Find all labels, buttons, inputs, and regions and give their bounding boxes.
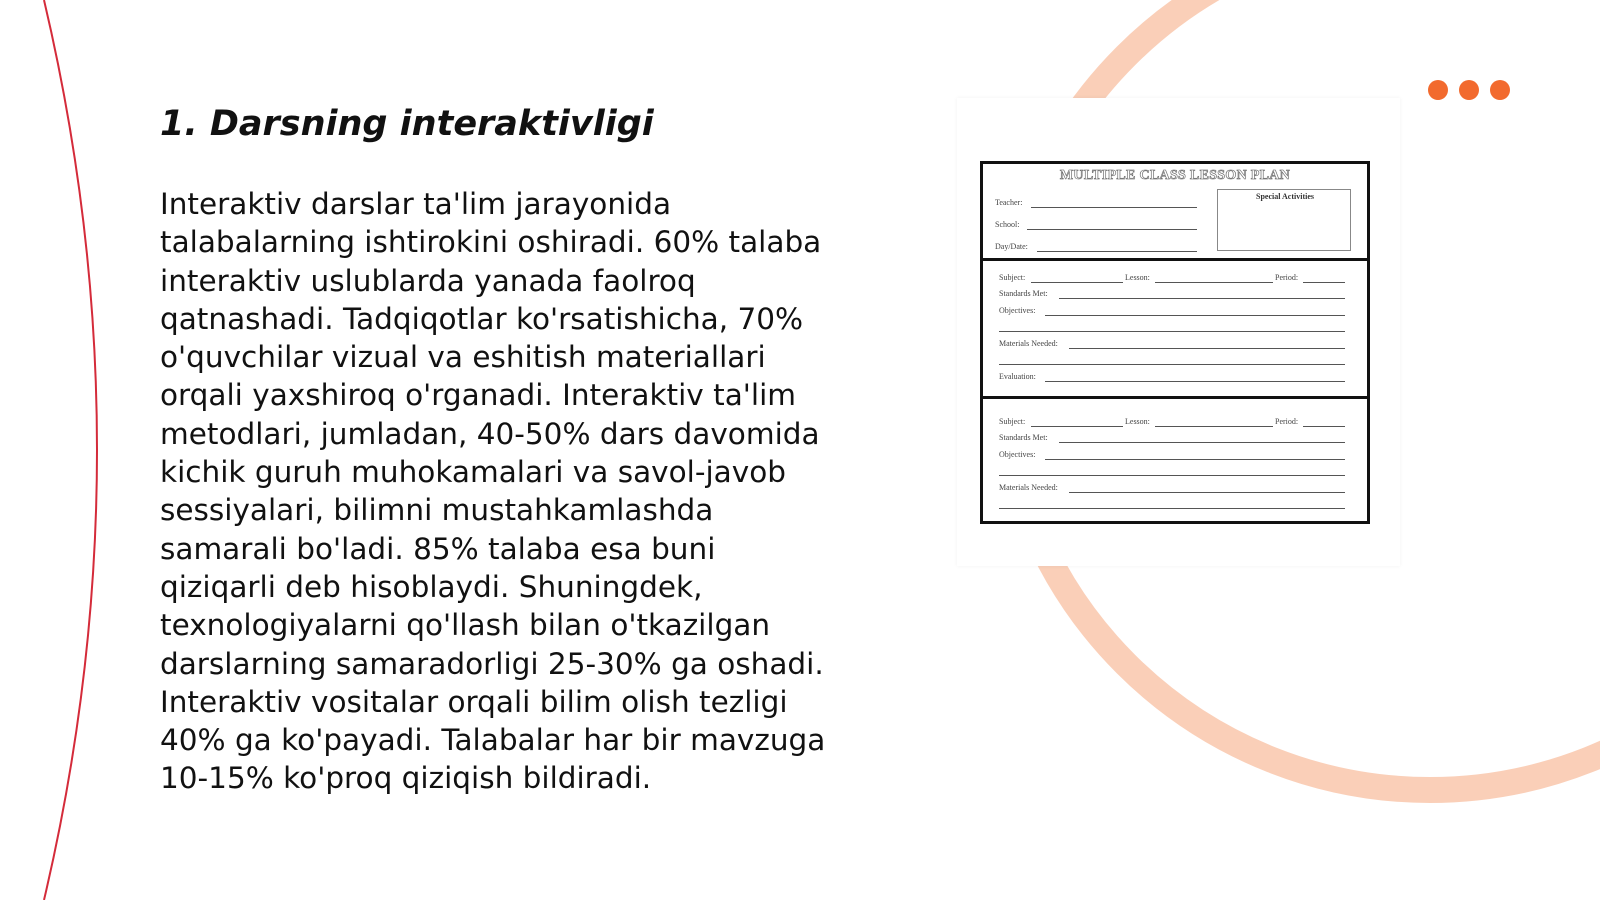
objectives-line xyxy=(1045,315,1345,316)
slide-title: 1. Darsning interaktivligi xyxy=(160,104,654,144)
materials-line-2 xyxy=(999,508,1345,509)
objectives-label: Objectives: xyxy=(999,306,1036,315)
materials-line xyxy=(1069,492,1345,493)
materials-label: Materials Needed: xyxy=(999,339,1058,348)
dot-3 xyxy=(1490,80,1510,100)
left-red-line xyxy=(44,0,97,900)
evaluation-label: Evaluation: xyxy=(999,372,1036,381)
lesson-label: Lesson: xyxy=(1125,273,1150,282)
standards-label: Standards Met: xyxy=(999,433,1048,442)
subject-line xyxy=(1031,426,1123,427)
period-label: Period: xyxy=(1275,273,1299,282)
school-label: School: xyxy=(995,220,1020,229)
date-label: Day/Date: xyxy=(995,242,1028,251)
materials-label: Materials Needed: xyxy=(999,483,1058,492)
lesson-plan-title: MULTIPLE CLASS LESSON PLAN xyxy=(1059,168,1291,183)
period-line xyxy=(1303,426,1345,427)
dot-2 xyxy=(1459,80,1479,100)
materials-line-2 xyxy=(999,364,1345,365)
lesson-plan-image xyxy=(957,98,1400,566)
special-activities-box xyxy=(1217,189,1351,251)
lesson-section-1 xyxy=(983,261,1367,399)
lesson-plan-form xyxy=(980,161,1370,524)
lesson-label: Lesson: xyxy=(1125,417,1150,426)
standards-line xyxy=(1059,442,1345,443)
date-line xyxy=(1037,251,1197,252)
subject-line xyxy=(1031,282,1123,283)
lesson-line xyxy=(1155,282,1273,283)
objectives-line xyxy=(1045,459,1345,460)
more-dots-icon xyxy=(1428,80,1510,100)
subject-label: Subject: xyxy=(999,273,1026,282)
period-line xyxy=(1303,282,1345,283)
special-activities-label: Special Activities xyxy=(1256,192,1314,201)
objectives-line-2 xyxy=(999,331,1345,332)
dot-1 xyxy=(1428,80,1448,100)
standards-line xyxy=(1059,298,1345,299)
teacher-label: Teacher: xyxy=(995,198,1023,207)
materials-line xyxy=(1069,348,1345,349)
teacher-line xyxy=(1031,207,1197,208)
slide-body-text: Interaktiv darslar ta'lim jarayonida talabalarning ishtirokini oshiradi. 60% talaba interaktiv uslublarda yanada faolroq qatnashadi. Tadqiqotlar ko'rsatishicha, 70% o'quvchilar vizual va eshitish materiallari orqali yaxshiroq o'rganadi. Interaktiv ta'lim metodlari, jumladan, 40-50% dars davomida kichik guruh muhokamalari va savol-javob sessiyalari, bilimni mustahkamlashda samarali bo'ladi. 85% talaba esa buni qiziqarli deb hisoblaydi. Shuningdek, texnologiyalarni qo'llash bilan o'tkazilgan darslarning samaradorligi 25-30% ga oshadi. Interaktiv vositalar orqali bilim olish tezligi 40% ga ko'payadi. Talabalar har bir mavzuga 10-15% ko'proq qiziqish bildiradi. xyxy=(160,187,826,796)
subject-label: Subject: xyxy=(999,417,1026,426)
school-line xyxy=(1027,229,1197,230)
lesson-plan-header xyxy=(983,164,1367,261)
lesson-line xyxy=(1155,426,1273,427)
objectives-label: Objectives: xyxy=(999,450,1036,459)
standards-label: Standards Met: xyxy=(999,289,1048,298)
objectives-line-2 xyxy=(999,475,1345,476)
period-label: Period: xyxy=(1275,417,1299,426)
lesson-section-2 xyxy=(983,399,1367,521)
evaluation-line xyxy=(1045,381,1345,382)
